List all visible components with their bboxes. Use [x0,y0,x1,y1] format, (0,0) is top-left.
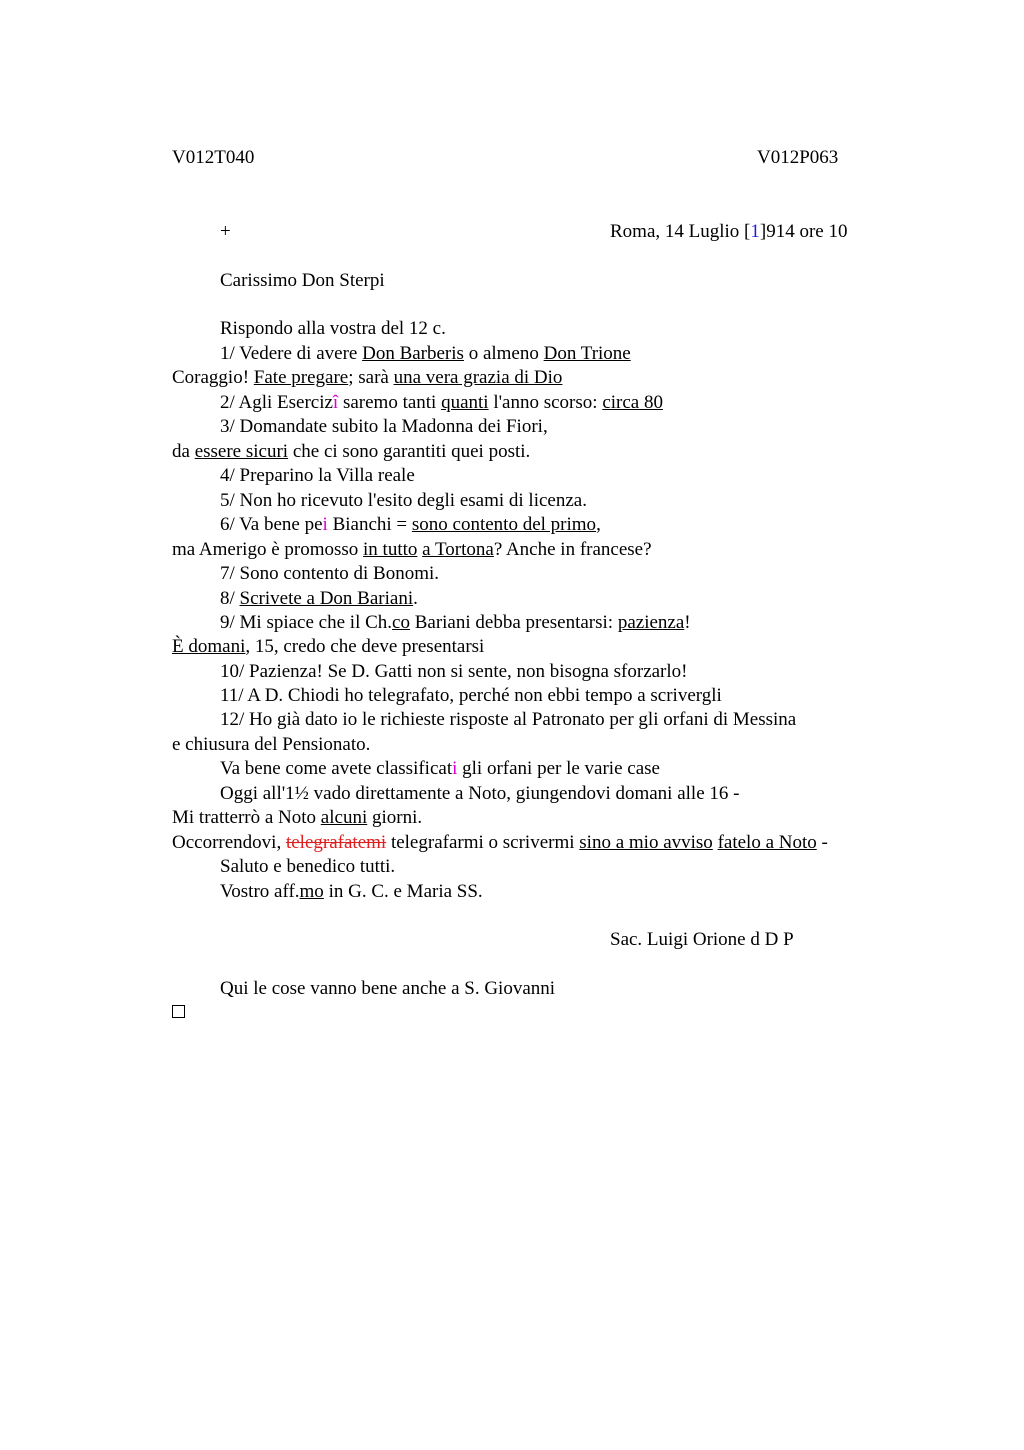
underlined-segment: co [392,612,410,633]
text-segment: gli orfani per le varie case [457,758,660,779]
letter-line-17: 12/ Ho già dato io le richieste risposte al Patronato per gli orfani di Messina [220,709,797,730]
text-segment: l'anno scorso: [488,392,603,413]
underlined-segment: una vera grazia di Dio [393,367,563,388]
text-segment: , 15, credo che deve presentarsi [245,636,485,657]
letter-line-23: Saluto e benedico tutti. [220,856,396,877]
text-segment: 8/ [220,588,240,609]
text-segment: saremo tanti [338,392,442,413]
letter-line-4 [220,392,663,414]
end-square-icon [172,1005,185,1018]
text-segment: Mi tratterrò a Noto [172,807,321,828]
text-segment: Vostro aff. [220,881,300,902]
underlined-segment: sono contento del primo [411,514,597,535]
underlined-segment: È domani [172,636,246,657]
underlined-segment: pazienza [617,612,685,633]
letter-line-9 [220,514,601,536]
text-segment: Bianchi = [327,514,412,535]
deleted-word: telegrafatemi [285,832,387,853]
date-editorial-digit: 1 [750,221,760,242]
text-segment: Va bene come avete classificat [220,758,453,779]
letter-line-2 [220,343,631,365]
letter-line-1: Rispondo alla vostra del 12 c. [220,318,446,339]
header-left-code: V012T040 [172,147,255,168]
text-segment: ? Anche in francese? [493,539,652,560]
text-segment: Bariani debba presentarsi: [409,612,618,633]
postscript: Qui le cose vanno bene anche a S. Giovanni [220,978,556,999]
text-segment: Eserciz [277,392,333,413]
text-segment: - [816,832,828,853]
underlined-segment: mo [299,881,324,902]
header-right-code: V012P063 [757,147,839,168]
signature: Sac. Luigi Orione d D P [610,929,794,950]
letter-line-18: e chiusura del Pensionato. [172,734,371,755]
underlined-segment: a Tortona [422,539,494,560]
underlined-segment: quanti [441,392,489,413]
text-segment: in G. C. e Maria SS. [323,881,483,902]
text-segment: , [596,514,601,535]
underlined-segment: fatelo a Noto [717,832,817,853]
letter-line-7: 4/ Preparino la Villa reale [220,465,415,486]
letter-line-8: 5/ Non ho ricevuto l'esito degli esami di licenza. [220,490,587,511]
text-segment: giorni. [367,807,423,828]
underlined-segment: Don Trione [543,343,631,364]
salutation: Carissimo Don Sterpi [220,270,385,291]
letter-line-6 [172,441,530,463]
text-segment: . [413,588,418,609]
text-segment: 1/ Vedere di avere [220,343,363,364]
letter-line-16: 11/ A D. Chiodi ho telegrafato, perché non ebbi tempo a scrivergli [220,685,722,706]
date-pre: Roma, 14 Luglio [ [610,221,751,242]
text-segment: ! [684,612,691,633]
underlined-segment: sino a mio avviso [579,832,713,853]
letter-line-14 [172,636,484,658]
text-segment: 2/ Agli [220,392,278,413]
inserted-letter: i [452,758,458,779]
letter-line-20: Oggi all'1½ vado direttamente a Noto, giungendovi domani alle 16 - [220,783,740,804]
underlined-segment: circa 80 [602,392,663,413]
inserted-letter: î [332,392,339,413]
underlined-segment: Scrivete a Don Bariani [239,588,414,609]
letter-line-5: 3/ Domandate subito la Madonna dei Fiori, [220,416,548,437]
letter-line-15: 10/ Pazienza! Se D. Gatti non si sente, non bisogna sforzarlo! [220,661,688,682]
text-segment: ma Amerigo è promosso [172,539,364,560]
underlined-segment: alcuni [320,807,368,828]
underlined-segment: in tutto [363,539,418,560]
letter-line-19 [220,758,660,780]
letter-line-22 [172,832,828,854]
text-segment: Coraggio! [172,367,254,388]
text-segment: ; sarà [348,367,394,388]
text-segment: o almeno [463,343,544,364]
letter-line-24 [220,881,483,903]
inserted-letter: i [322,514,328,535]
text-segment: 9/ Mi spiace che il Ch. [220,612,393,633]
letter-line-11: 7/ Sono contento di Bonomi. [220,563,440,584]
text-segment: Occorrendovi, [172,832,286,853]
text-segment: che ci sono garantiti quei posti. [288,441,531,462]
text-segment: telegrafarmi o scrivermi [386,832,580,853]
underlined-segment: essere sicuri [194,441,289,462]
letter-line-3 [172,367,562,389]
underlined-segment: Fate pregare [253,367,349,388]
text-segment: 6/ Va bene pe [220,514,323,535]
letter-line-21 [172,807,422,829]
letter-line-12 [220,588,418,610]
letter-line-13 [220,612,691,634]
date-post: ]914 ore 10 [759,221,848,242]
cross-mark: + [220,221,231,242]
text-segment: da [172,441,195,462]
underlined-segment: Don Barberis [362,343,464,364]
letter-date [610,221,847,243]
letter-line-10 [172,539,652,561]
